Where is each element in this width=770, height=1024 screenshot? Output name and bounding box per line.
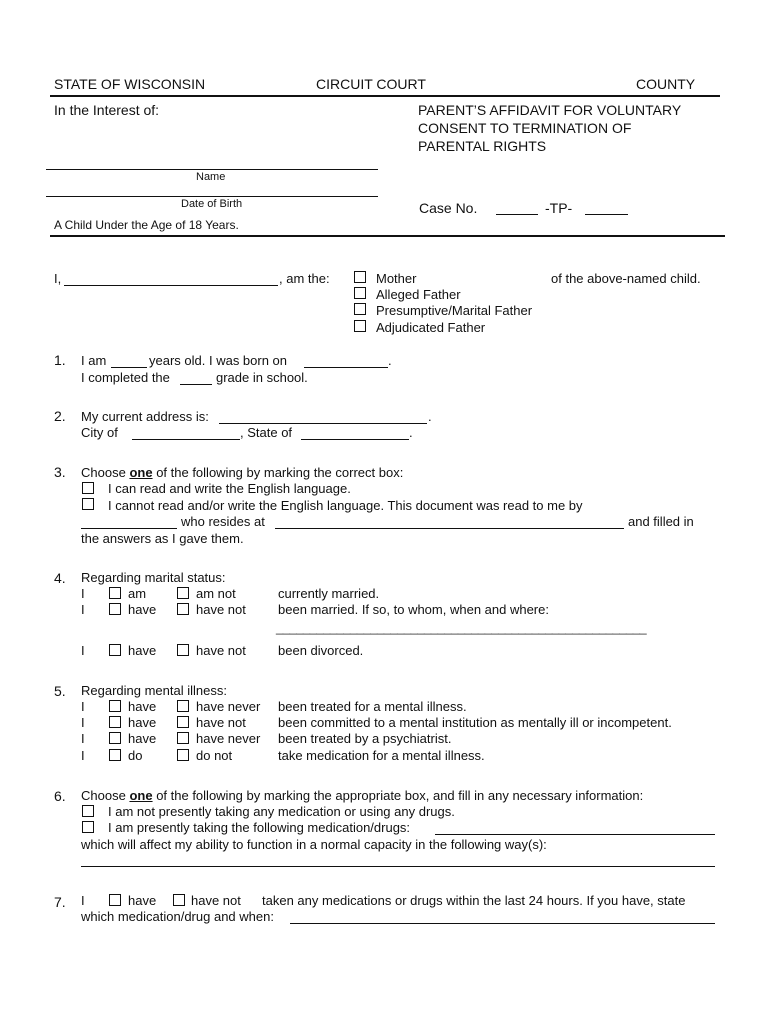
- reader-name-field[interactable]: [81, 528, 177, 529]
- interest-label: In the Interest of:: [54, 102, 160, 118]
- medication-list-field[interactable]: [435, 834, 715, 835]
- s5-row4-i: I: [81, 748, 85, 763]
- taking-medication-checkbox[interactable]: [82, 821, 94, 833]
- s1-completed: I completed the: [81, 370, 170, 385]
- s6-heading: [81, 788, 643, 803]
- grade-field[interactable]: [180, 384, 212, 385]
- section-rule: [50, 235, 725, 237]
- s6-affect: which will affect my ability to function in a normal capacity in the following way(s):: [81, 837, 547, 852]
- s7-i: I: [81, 893, 85, 908]
- s4-row1-i: I: [81, 586, 85, 601]
- reader-address-field[interactable]: [275, 528, 624, 529]
- s5-row2-text: been committed to a mental institution as mentally ill or incompetent.: [278, 715, 672, 730]
- s5-row1-a: have: [128, 699, 157, 714]
- s5-row2-a: have: [128, 715, 157, 730]
- s4-row1-b: am not: [196, 586, 236, 601]
- city-field[interactable]: [132, 439, 240, 440]
- option-presumptive-father: Presumptive/Marital Father: [376, 303, 533, 318]
- section-6-number: 6.: [54, 788, 66, 804]
- s7-have: have: [128, 893, 157, 908]
- case-year-field[interactable]: [496, 214, 538, 215]
- s3-choose: Choose: [81, 465, 126, 480]
- s5-row1-text: been treated for a mental illness.: [278, 699, 467, 714]
- s4-row2-b-checkbox[interactable]: [177, 603, 189, 615]
- s5-heading: Regarding mental illness:: [81, 683, 227, 698]
- s7-text: taken any medications or drugs within the last 24 hours. If you have, state: [262, 893, 686, 908]
- state-field[interactable]: [301, 439, 409, 440]
- cannot-read-checkbox[interactable]: [82, 498, 94, 510]
- s4-row1-a: am: [128, 586, 147, 601]
- s6-choose: Choose: [81, 788, 126, 803]
- section-3-number: 3.: [54, 464, 66, 480]
- s2-period-2: .: [409, 425, 413, 440]
- s5-row3-b: have never: [196, 731, 261, 746]
- option-alleged-father: Alleged Father: [376, 287, 461, 302]
- medication-effect-field[interactable]: [81, 866, 715, 867]
- s5-row4-b: do not: [196, 748, 233, 763]
- s7-have-not: have not: [191, 893, 241, 908]
- intro-of-child: of the above-named child.: [551, 271, 701, 286]
- s1-grade: grade in school.: [216, 370, 308, 385]
- s5-row3-a-checkbox[interactable]: [109, 732, 121, 744]
- s3-answers: the answers as I gave them.: [81, 531, 244, 546]
- s5-row2-a-checkbox[interactable]: [109, 716, 121, 728]
- dob-caption: Date of Birth: [181, 198, 243, 210]
- s4-row2-b: have not: [196, 602, 246, 617]
- child-under-label: A Child Under the Age of 18 Years.: [54, 218, 239, 232]
- case-no-label: Case No.: [419, 200, 478, 216]
- s4-row3-b-checkbox[interactable]: [177, 644, 189, 656]
- address-field[interactable]: [219, 423, 427, 424]
- s5-row4-text: take medication for a mental illness.: [278, 748, 485, 763]
- parent-name-field[interactable]: [64, 285, 278, 286]
- s2-city: City of: [81, 425, 118, 440]
- s1-period: .: [388, 353, 392, 368]
- s4-row1-a-checkbox[interactable]: [109, 587, 121, 599]
- intro-i: I,: [54, 271, 62, 286]
- s5-row3-b-checkbox[interactable]: [177, 732, 189, 744]
- s2-period: .: [428, 409, 432, 424]
- option-mother: Mother: [376, 271, 417, 286]
- presumptive-father-checkbox[interactable]: [354, 303, 366, 315]
- s4-row1-b-checkbox[interactable]: [177, 587, 189, 599]
- birth-date-field[interactable]: [304, 367, 388, 368]
- s4-row2-text: been married. If so, to whom, when and where:: [278, 602, 549, 617]
- s2-state: , State of: [240, 425, 293, 440]
- not-taking-medication-checkbox[interactable]: [82, 805, 94, 817]
- s4-row2-a-checkbox[interactable]: [109, 603, 121, 615]
- s4-row2-i: I: [81, 602, 85, 617]
- s5-row3-text: been treated by a psychiatrist.: [278, 731, 452, 746]
- s3-heading: [81, 465, 403, 480]
- s5-row1-b-checkbox[interactable]: [177, 700, 189, 712]
- s1-i-am: I am: [81, 353, 107, 368]
- child-dob-field[interactable]: [46, 196, 378, 197]
- s4-row3-a-checkbox[interactable]: [109, 644, 121, 656]
- s7-have-not-checkbox[interactable]: [173, 894, 185, 906]
- s5-row1-i: I: [81, 699, 85, 714]
- s4-row3-text: been divorced.: [278, 643, 364, 658]
- s3-who-resides: who resides at: [181, 514, 265, 529]
- s3-choose-post: of the following by marking the correct box:: [156, 465, 404, 480]
- state-label: STATE OF WISCONSIN: [54, 76, 206, 92]
- s5-row1-b: have never: [196, 699, 261, 714]
- s5-row1-a-checkbox[interactable]: [109, 700, 121, 712]
- s3-opt2: I cannot read and/or write the English language. This document was read to me by: [108, 498, 583, 513]
- section-4-number: 4.: [54, 570, 66, 586]
- form-title-line-1: PARENT’S AFFIDAVIT FOR VOLUNTARY: [418, 102, 682, 118]
- tp-label: -TP-: [545, 200, 573, 216]
- alleged-father-checkbox[interactable]: [354, 287, 366, 299]
- form-title-line-2: CONSENT TO TERMINATION OF: [418, 120, 632, 136]
- s5-row4-b-checkbox[interactable]: [177, 749, 189, 761]
- s7-have-checkbox[interactable]: [109, 894, 121, 906]
- s5-row2-i: I: [81, 715, 85, 730]
- name-caption: Name: [196, 171, 226, 183]
- adjudicated-father-checkbox[interactable]: [354, 320, 366, 332]
- marriage-details-field[interactable]: _______________________________________________________: [276, 620, 647, 635]
- s3-filled-in: and filled in: [628, 514, 694, 529]
- s4-row1-text: currently married.: [278, 586, 380, 601]
- child-name-field[interactable]: [46, 169, 378, 170]
- s5-row4-a-checkbox[interactable]: [109, 749, 121, 761]
- s2-address: My current address is:: [81, 409, 209, 424]
- mother-checkbox[interactable]: [354, 271, 366, 283]
- s4-row2-a: have: [128, 602, 157, 617]
- s5-row2-b: have not: [196, 715, 246, 730]
- s7-which: which medication/drug and when:: [81, 909, 274, 924]
- s5-row2-b-checkbox[interactable]: [177, 716, 189, 728]
- option-adjudicated-father: Adjudicated Father: [376, 320, 486, 335]
- intro-am-the: , am the:: [279, 271, 330, 286]
- form-title-line-3: PARENTAL RIGHTS: [418, 138, 547, 154]
- s6-opt2: I am presently taking the following medication/drugs:: [108, 820, 411, 835]
- s6-choose-post: of the following by marking the appropriate box, and fill in any necessary information:: [156, 788, 644, 803]
- s3-one: one: [129, 465, 153, 480]
- s4-row3-b: have not: [196, 643, 246, 658]
- section-7-number: 7.: [54, 894, 66, 910]
- age-field[interactable]: [111, 367, 147, 368]
- s6-opt1: I am not presently taking any medication or using any drugs.: [108, 804, 455, 819]
- s1-years-old: years old. I was born on: [149, 353, 288, 368]
- county-label: COUNTY: [636, 76, 696, 92]
- s4-row3-a: have: [128, 643, 157, 658]
- s4-row3-i: I: [81, 643, 85, 658]
- s5-row4-a: do: [128, 748, 143, 763]
- court-label: CIRCUIT COURT: [316, 76, 426, 92]
- can-read-checkbox[interactable]: [82, 482, 94, 494]
- section-5-number: 5.: [54, 683, 66, 699]
- recent-medication-field[interactable]: [290, 923, 715, 924]
- s6-one: one: [129, 788, 153, 803]
- s3-opt1: I can read and write the English language.: [108, 481, 351, 496]
- section-1-number: 1.: [54, 352, 66, 368]
- s4-heading: Regarding marital status:: [81, 570, 226, 585]
- header-rule: [50, 95, 720, 97]
- s5-row3-i: I: [81, 731, 85, 746]
- section-2-number: 2.: [54, 408, 66, 424]
- s5-row3-a: have: [128, 731, 157, 746]
- case-number-field[interactable]: [585, 214, 628, 215]
